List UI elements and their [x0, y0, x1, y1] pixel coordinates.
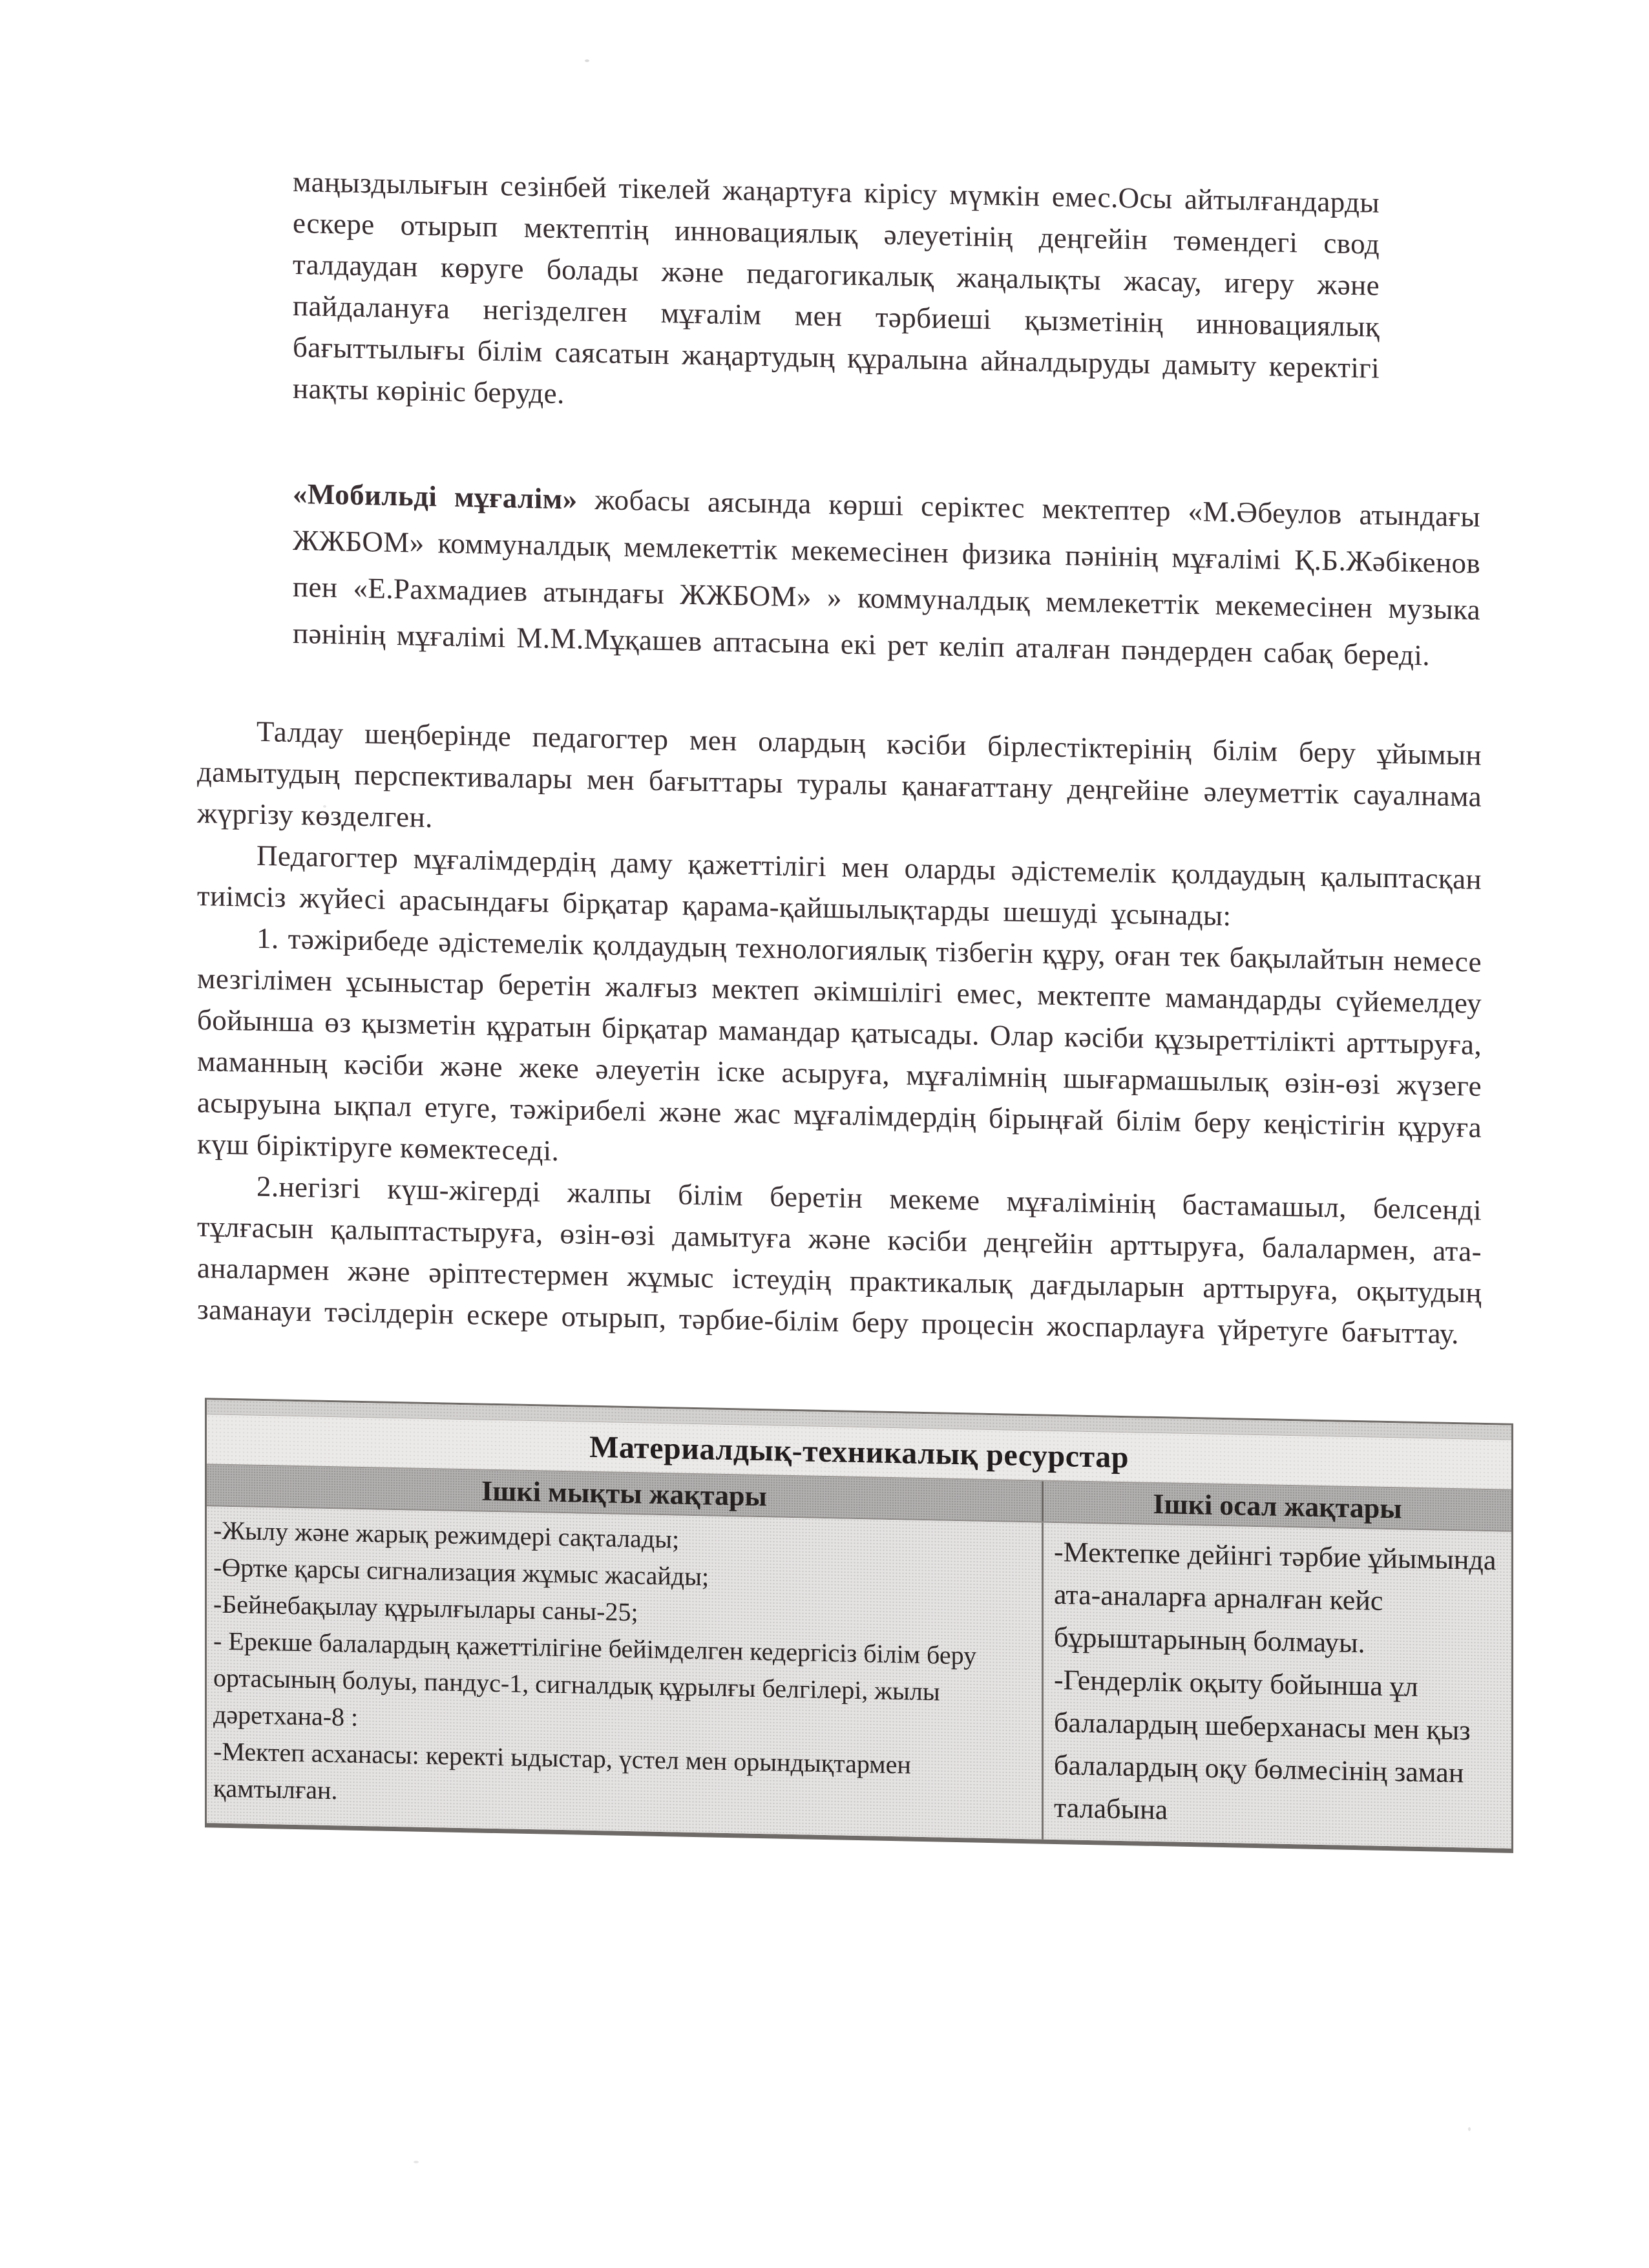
weaknesses-cell: [1042, 1523, 1511, 1849]
strengths-cell: [207, 1506, 1042, 1839]
table-line: -Мектеп асханасы: керекті ыдыстар, үстел мен орындықтармен қамтылған.: [213, 1736, 911, 1805]
table-title: Материалдық-техникалық ресурстар: [207, 1414, 1511, 1490]
scan-speck: [1468, 2127, 1471, 2131]
table-line: -Бейнебақылау құрылғылары саны-25;: [213, 1589, 638, 1627]
table-line: -Жылу және жарық режимдері сақталады;: [213, 1515, 680, 1554]
scan-speck: [585, 59, 589, 62]
project-name-bold: «Мобильді мұғалім»: [293, 477, 578, 516]
paragraph: маңыздылығын сезінбей тікелей жаңартуға кірісу мүмкін емес.Осы айтылғандарды ескере отырып мектептің инновациялық әлеуетінің деңгейін төмендегі свод талдаудан көруге болады және педагогикалық жаңалықты жасау, игеру және пайдалануға негізделген мұғалім мен тәрбиеші қызметінің инновациялық бағыттылығы білім саясатын жаңартудың құралына айналдыруды дамыту керектігі нақты көрініс беруде.: [293, 165, 1380, 410]
paragraph: Педагогтер мұғалімдердің даму қажеттілігі мен оларды әдістемелік қолдаудың қалыптасқан тиімсіз жүйесі арасындағы бірқатар қарама-қайшылықтарды шешуді ұсынады:: [197, 839, 1482, 932]
paragraph-text: жобасы аясында көрші серіктес мектептер «М.Әбеулов атындағы ЖЖБОМ» коммуналдық мемлекеттік мекемесінен физика пәнінің мұғалімі Қ.Б.Жәбікенов пен «Е.Рахмадиев атындағы ЖЖБОМ» » коммуналдық мемлекеттік мекемесінен музыка пәнінің мұғалімі М.М.Мұқашев аптасына екі рет келіп аталған пәндерден сабақ береді.: [293, 483, 1480, 672]
paragraph: Талдау шеңберінде педагогтер мен олардың кәсіби бірлестіктерінің білім беру ұйымын дамытудың перспективалары мен бағыттары туралы қанағаттану деңгейіне әлеуметтік сауалнама жүргізу көзделген.: [197, 715, 1482, 834]
scanned-text-block: [197, 159, 1497, 1853]
table-body-row: [207, 1506, 1511, 1848]
table-line: - Ерекше балалардың қажеттілігіне бейімделген кедергісіз білім беру ортасының болуы, пандус-1, сигналдық құрылғы белгілері, жылы дәретхана-8 :: [213, 1626, 977, 1732]
resources-table: [205, 1398, 1513, 1853]
scan-speck: [414, 2161, 419, 2163]
paragraph: 2.негізгі күш-жігерді жалпы білім беретін мекеме мұғалімінің бастамашыл, белсенді тұлғасын қалыптастыруға, өзін-өзі дамытуға және кәсіби деңгейін арттыруға, балалармен, ата-аналармен және әріптестермен жұмыс істеудің практикалық дағдыларын арттыруға, оқытудың заманауи тәсілдерін ескере отырып, тәрбие-білім беру процесін жоспарлауға үйретуге бағыттау.: [197, 1170, 1482, 1350]
paragraph: 1. тәжірибеде әдістемелік қолдаудың технологиялық тізбегін құру, оған тек бақылайтын немесе мезгілімен ұсыныстар беретін жалғыз мектеп әкімшілігі емес, мектепте мамандарды сүйемелдеу бойынша өз қызметін құратын бірқатар мамандар қатысады. Олар кәсіби құзыреттілікті арттыруға, маманның кәсіби және жеке әлеуетін іске асыруға, мұғалімнің шығармашылық өзін-өзі жүзеге асыруына ықпал етуге, тәжірибелі және жас мұғалімдердің бірыңғай білім беру кеңістігін құруға күш біріктіруге көмектеседі.: [197, 921, 1482, 1167]
table-line: -Гендерлік оқыту бойынша ұл балалардың шеберханасы мен қыз балалардың оқу бөлмесінің заман талабына: [1054, 1663, 1471, 1826]
weaknesses-header: Ішкі осал жақтары: [1042, 1482, 1511, 1531]
table-line: -Өртке қарсы сигнализация жұмыс жасайды;: [213, 1552, 709, 1591]
table-line: -Мектепке дейінгі тәрбие ұйымында ата-аналарға арналған кейс бұрыштарының болмауы.: [1054, 1535, 1497, 1659]
paragraph: [293, 470, 1480, 680]
strengths-header: Ішкі мықты жақтары: [481, 1475, 767, 1512]
